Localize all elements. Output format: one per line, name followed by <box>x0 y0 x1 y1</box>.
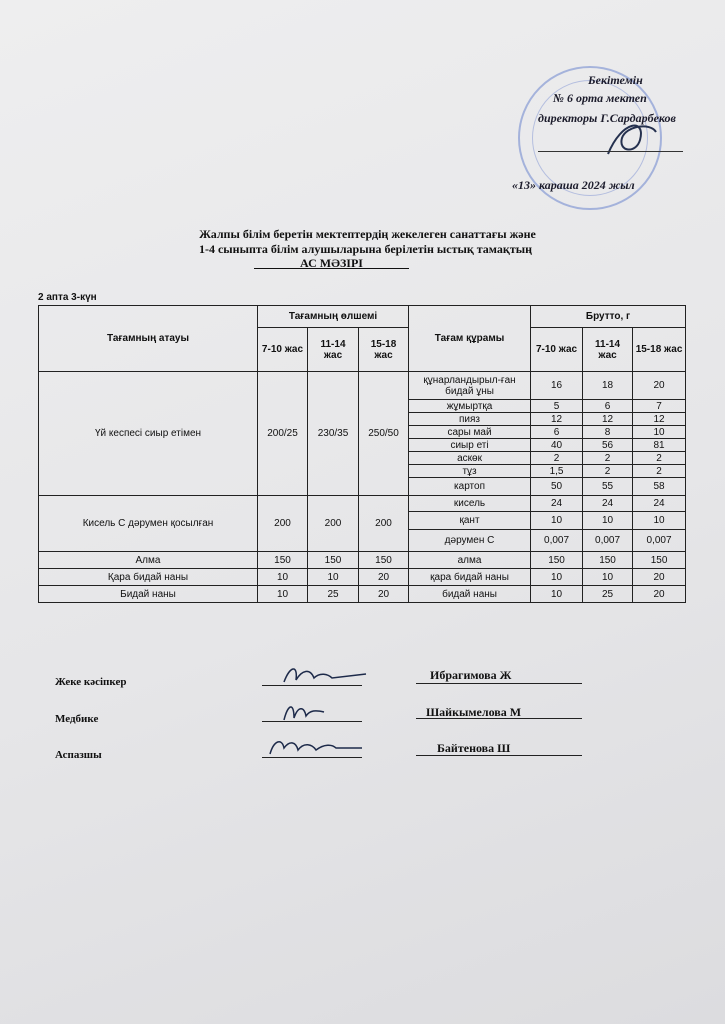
dish-portion: 10 <box>258 586 308 603</box>
ingredient-gross: 10 <box>583 569 633 586</box>
ingredient-gross: 12 <box>531 413 583 426</box>
ingredient-name: құнарландырыл-ған бидай ұны <box>409 372 531 400</box>
header-gross: Брутто, г <box>531 306 686 328</box>
table-row <box>39 372 686 400</box>
ingredient-gross: 20 <box>633 372 686 400</box>
ingredient-gross: 10 <box>583 512 633 530</box>
dish-portion: 10 <box>308 569 359 586</box>
header-portion: Тағамның өлшемі <box>258 306 409 328</box>
page-title: АС МӘЗІРІ <box>300 256 363 270</box>
approval-school: № 6 орта мектеп <box>553 91 647 105</box>
ingredient-gross: 25 <box>583 586 633 603</box>
ingredient-name: дәрумен С <box>409 530 531 552</box>
header-gross-age-3: 15-18 жас <box>633 328 686 372</box>
dish-portion: 20 <box>359 586 409 603</box>
approval-title: Бекітемін <box>588 73 643 87</box>
ingredient-gross: 12 <box>633 413 686 426</box>
ingredient-name: сары май <box>409 426 531 439</box>
ingredient-name: жұмыртқа <box>409 400 531 413</box>
dish-portion: 200 <box>359 496 409 552</box>
ingredient-gross: 10 <box>531 569 583 586</box>
ingredient-gross: 58 <box>633 478 686 496</box>
ingredient-gross: 5 <box>531 400 583 413</box>
header-gross-age-1: 7-10 жас <box>531 328 583 372</box>
dish-name: Алма <box>39 552 258 569</box>
ingredient-gross: 24 <box>531 496 583 512</box>
ingredient-gross: 56 <box>583 439 633 452</box>
heading-line-2: 1-4 сыныпта білім алушыларына берілетін ыстық тамақтың <box>198 242 532 256</box>
ingredient-name: алма <box>409 552 531 569</box>
ingredient-gross: 10 <box>531 512 583 530</box>
director-signature-icon <box>600 118 660 162</box>
ingredient-gross: 81 <box>633 439 686 452</box>
table-row <box>39 569 686 586</box>
ingredient-gross: 50 <box>531 478 583 496</box>
ingredient-name: пияз <box>409 413 531 426</box>
ingredient-gross: 40 <box>531 439 583 452</box>
signature-name: Ибрагимова Ж <box>430 668 512 682</box>
ingredient-gross: 8 <box>583 426 633 439</box>
ingredient-name: сиыр еті <box>409 439 531 452</box>
ingredient-gross: 6 <box>531 426 583 439</box>
header-gross-age-2: 11-14 жас <box>583 328 633 372</box>
dish-portion: 150 <box>359 552 409 569</box>
name-line <box>416 683 582 684</box>
table-row <box>39 496 686 512</box>
header-portion-age-3: 15-18 жас <box>359 328 409 372</box>
signature-name: Шайкымелова М <box>426 705 522 719</box>
ingredient-gross: 16 <box>531 372 583 400</box>
signature-role: Медбике <box>55 713 99 725</box>
dish-portion: 230/35 <box>308 372 359 496</box>
menu-table <box>38 305 686 603</box>
dish-portion: 250/50 <box>359 372 409 496</box>
dish-portion: 200 <box>308 496 359 552</box>
approval-date: «13» караша 2024 жыл <box>512 178 635 192</box>
ingredient-gross: 18 <box>583 372 633 400</box>
signature-scribble-icon <box>280 662 370 688</box>
ingredient-name: картоп <box>409 478 531 496</box>
dish-portion: 200/25 <box>258 372 308 496</box>
heading-line-1: Жалпы білім беретін мектептердің жекелеген санаттағы және <box>199 227 536 241</box>
ingredient-name: тұз <box>409 465 531 478</box>
ingredient-gross: 12 <box>583 413 633 426</box>
ingredient-gross: 10 <box>633 426 686 439</box>
dish-portion: 200 <box>258 496 308 552</box>
ingredient-gross: 24 <box>583 496 633 512</box>
signature-role: Жеке кәсіпкер <box>55 676 127 688</box>
dish-name: Бидай наны <box>39 586 258 603</box>
ingredient-gross: 2 <box>633 465 686 478</box>
week-day-label: 2 апта 3-күн <box>38 292 97 303</box>
signature-name: Байтенова Ш <box>437 741 511 755</box>
ingredient-gross: 2 <box>633 452 686 465</box>
dish-name: Кисель С дәрумен қосылған <box>39 496 258 552</box>
table-header-row <box>39 306 686 328</box>
signature-role: Аспазшы <box>55 749 102 761</box>
ingredient-gross: 1,5 <box>531 465 583 478</box>
dish-name: Қара бидай наны <box>39 569 258 586</box>
ingredient-gross: 0,007 <box>583 530 633 552</box>
dish-portion: 150 <box>258 552 308 569</box>
ingredient-name: қара бидай наны <box>409 569 531 586</box>
dish-name: Үй кеспесі сиыр етімен <box>39 372 258 496</box>
ingredient-gross: 0,007 <box>633 530 686 552</box>
ingredient-gross: 20 <box>633 569 686 586</box>
header-dish-name: Тағамның атауы <box>39 306 258 372</box>
ingredient-gross: 10 <box>633 512 686 530</box>
table-row <box>39 552 686 569</box>
signature-scribble-icon <box>266 734 366 760</box>
dish-portion: 25 <box>308 586 359 603</box>
ingredient-name: аскөк <box>409 452 531 465</box>
ingredient-gross: 2 <box>583 465 633 478</box>
ingredient-gross: 150 <box>583 552 633 569</box>
approval-director: директоры Г.Сардарбеков <box>538 111 676 125</box>
dish-portion: 10 <box>258 569 308 586</box>
header-portion-age-1: 7-10 жас <box>258 328 308 372</box>
ingredient-gross: 150 <box>633 552 686 569</box>
ingredient-gross: 6 <box>583 400 633 413</box>
approval-signature-line <box>538 151 683 152</box>
ingredient-gross: 20 <box>633 586 686 603</box>
dish-portion: 150 <box>308 552 359 569</box>
header-portion-age-2: 11-14 жас <box>308 328 359 372</box>
title-underline <box>254 268 409 269</box>
ingredient-gross: 7 <box>633 400 686 413</box>
ingredient-gross: 2 <box>531 452 583 465</box>
ingredient-gross: 0,007 <box>531 530 583 552</box>
ingredient-gross: 2 <box>583 452 633 465</box>
table-row <box>39 586 686 603</box>
ingredient-gross: 10 <box>531 586 583 603</box>
header-composition: Тағам құрамы <box>409 306 531 372</box>
ingredient-name: бидай наны <box>409 586 531 603</box>
signature-scribble-icon <box>280 698 330 724</box>
ingredient-gross: 150 <box>531 552 583 569</box>
ingredient-name: кисель <box>409 496 531 512</box>
ingredient-name: қант <box>409 512 531 530</box>
ingredient-gross: 55 <box>583 478 633 496</box>
dish-portion: 20 <box>359 569 409 586</box>
ingredient-gross: 24 <box>633 496 686 512</box>
